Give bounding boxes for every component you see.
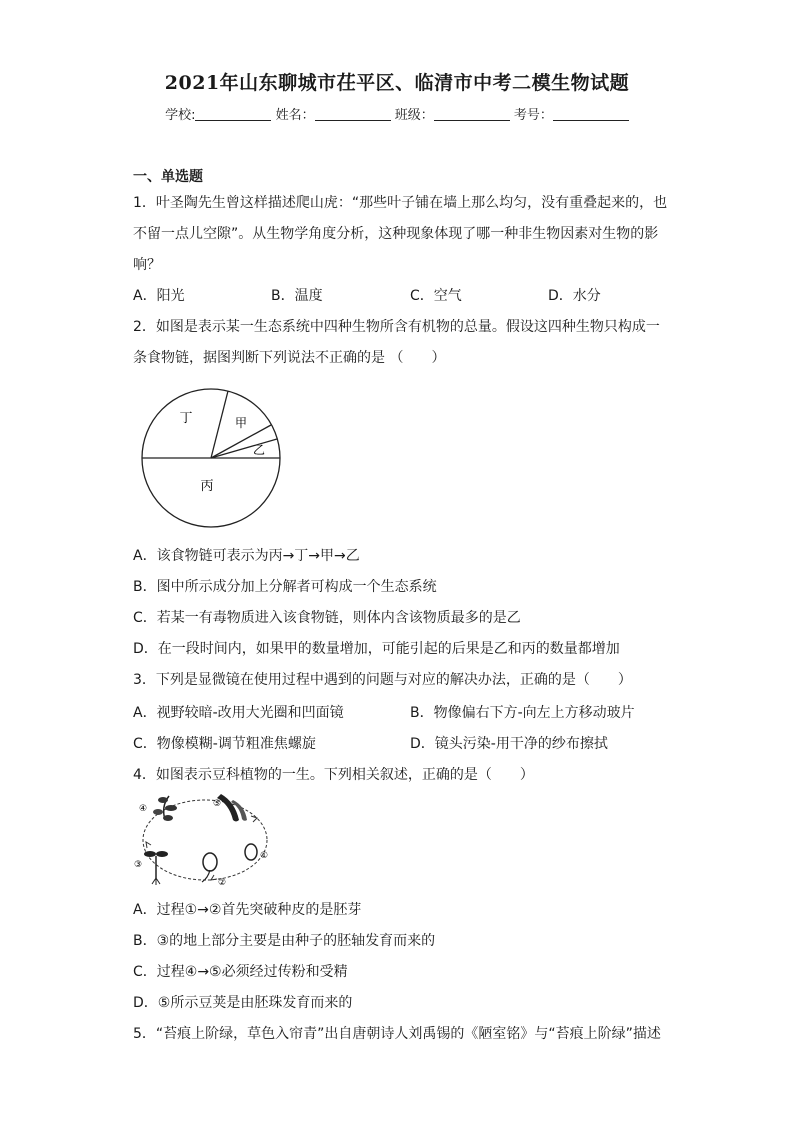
figure-label-5: ⑤ <box>213 799 222 809</box>
q2-option-b: B．图中所示成分加上分解者可构成一个生态系统 <box>133 579 437 595</box>
q1-stem-line-1: 1．叶圣陶先生曾这样描述爬山虎：“那些叶子铺在墙上那么均匀，没有重叠起来的，也 <box>133 195 668 211</box>
q2-pie-figure <box>135 382 287 534</box>
pie-label-jia: 甲 <box>234 416 248 430</box>
q3-stem: 3．下列是显微镜在使用过程中遇到的问题与对应的解决办法，正确的是（ ） <box>133 672 632 688</box>
arrow-icon <box>211 875 217 880</box>
q1-option-b: B．温度 <box>271 288 323 304</box>
q4-plant-lifecycle-figure <box>133 790 278 890</box>
student-info-row <box>0 104 794 123</box>
q4-stem: 4．如图表示豆科植物的一生。下列相关叙述，正确的是（ ） <box>133 767 534 783</box>
q2-option-c: C．若某一有毒物质进入该食物链，则体内含该物质最多的是乙 <box>133 610 521 626</box>
seed-icon <box>245 844 257 860</box>
q4-option-c: C．过程④→⑤必须经过传粉和受精 <box>133 964 348 980</box>
q3-option-a: A．视野较暗-改用大光圈和凹面镜 <box>133 705 344 721</box>
q1-option-a: A．阳光 <box>133 288 185 304</box>
name-label: 姓名： <box>275 108 315 123</box>
figure-label-3: ③ <box>134 860 143 870</box>
q2-option-a: A．该食物链可表示为丙→丁→甲→乙 <box>133 548 360 564</box>
q1-option-d: D．水分 <box>548 288 601 304</box>
class-label: 班级： <box>394 108 434 123</box>
pie-divider-ding-jia <box>211 391 228 458</box>
section-title: 一、单选题 <box>133 169 203 185</box>
exam-title: 2021年山东聊城市茌平区、临清市中考二模生物试题 <box>164 72 630 94</box>
arrow-icon <box>146 842 151 848</box>
pie-label-bing: 丙 <box>200 479 214 494</box>
flowering-plant-icon <box>153 796 177 821</box>
school-blank <box>195 108 271 121</box>
figure-label-2: ② <box>218 878 227 888</box>
q1-stem-line-3: 响？ <box>133 257 161 273</box>
q3-option-d: D．镜头污染-用干净的纱布擦拭 <box>410 736 608 752</box>
seedling-icon <box>144 851 168 885</box>
class-blank <box>434 108 510 121</box>
q1-stem-line-2: 不留一点儿空隙”。从生物学角度分析，这种现象体现了哪一种非生物因素对生物的影 <box>133 226 659 242</box>
id-label: 考号： <box>513 108 553 123</box>
q4-option-a: A．过程①→②首先突破种皮的是胚芽 <box>133 902 362 918</box>
q3-option-b: B．物像偏右下方-向左上方移动玻片 <box>410 705 635 721</box>
school-label: 学校: <box>165 108 196 123</box>
q4-option-b: B．③的地上部分主要是由种子的胚轴发育而来的 <box>133 933 436 949</box>
q2-stem-line-1: 2．如图是表示某一生态系统中四种生物所含有机物的总量。假设这四种生物只构成一 <box>133 319 660 335</box>
q4-option-d: D．⑤所示豆荚是由胚珠发育而来的 <box>133 995 353 1011</box>
q5-stem: 5．“苔痕上阶绿，草色入帘青”出自唐朝诗人刘禹锡的《陋室铭》与“苔痕上阶绿”描述 <box>133 1026 661 1042</box>
q1-option-c: C．空气 <box>410 288 462 304</box>
germinating-seed-icon <box>202 853 217 882</box>
pie-divider-yi <box>211 439 277 458</box>
q3-option-c: C．物像模糊-调节粗准焦螺旋 <box>133 736 316 752</box>
name-blank <box>315 108 391 121</box>
pie-label-yi: 乙 <box>252 443 266 457</box>
q2-option-d: D．在一段时间内，如果甲的数量增加，可能引起的后果是乙和丙的数量都增加 <box>133 641 620 657</box>
q2-stem-line-2: 条食物链，据图判断下列说法不正确的是 （ ） <box>133 350 446 366</box>
pie-label-ding: 丁 <box>179 411 193 426</box>
figure-label-1: ① <box>260 851 269 861</box>
figure-label-4: ④ <box>139 804 148 814</box>
id-blank <box>553 108 629 121</box>
